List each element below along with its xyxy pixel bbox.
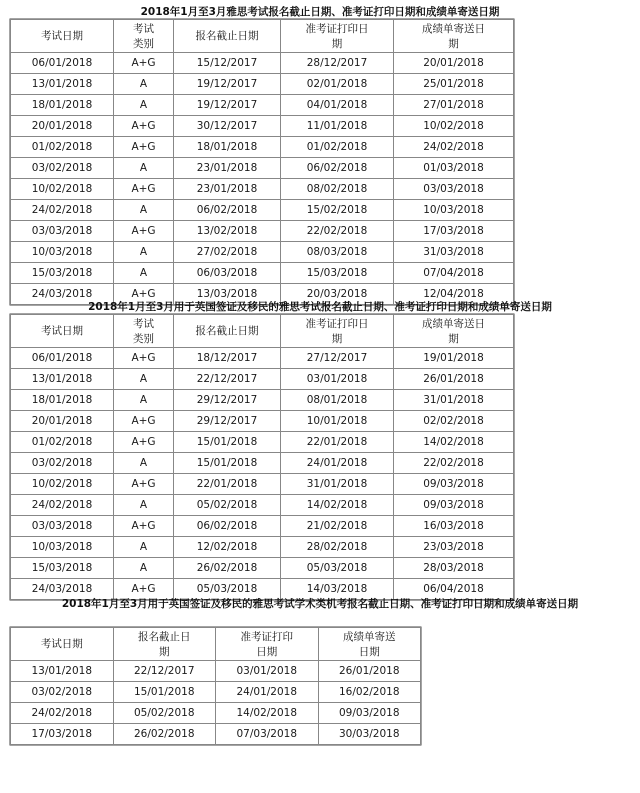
table-body (11, 53, 514, 305)
section-title-wrap (0, 295, 640, 314)
cell-admission-print-date: 02/01/2018 (281, 74, 394, 95)
table-row (11, 137, 514, 158)
cell-admission-print-date: 01/02/2018 (281, 137, 394, 158)
cell-registration-deadline: 05/02/2018 (174, 495, 281, 516)
cell-registration-deadline: 27/02/2018 (174, 242, 281, 263)
exam-schedule-table-standard (10, 19, 514, 305)
cell-exam-date: 03/02/2018 (11, 158, 114, 179)
header-row (11, 628, 421, 661)
column-header-admission-print-date (281, 315, 394, 348)
cell-exam-date: 06/01/2018 (11, 53, 114, 74)
cell-admission-print-date: 24/01/2018 (216, 682, 319, 703)
cell-result-mailing-date: 07/04/2018 (394, 263, 514, 284)
cell-registration-deadline: 29/12/2017 (174, 411, 281, 432)
cell-exam-type: A+G (114, 284, 174, 305)
cell-registration-deadline: 26/02/2018 (174, 558, 281, 579)
cell-registration-deadline: 22/12/2017 (174, 369, 281, 390)
cell-exam-type: A (114, 263, 174, 284)
cell-result-mailing-date: 06/04/2018 (394, 579, 514, 600)
cell-admission-print-date: 04/01/2018 (281, 95, 394, 116)
schedule-section-standard (0, 0, 640, 305)
header-line-1: 报名截止日期 (195, 325, 259, 337)
cell-result-mailing-date: 24/02/2018 (394, 137, 514, 158)
cell-exam-date: 03/02/2018 (11, 453, 114, 474)
cell-admission-print-date: 31/01/2018 (281, 474, 394, 495)
cell-registration-deadline: 15/01/2018 (174, 432, 281, 453)
cell-result-mailing-date: 09/03/2018 (394, 474, 514, 495)
cell-exam-type: A (114, 369, 174, 390)
table-row (11, 53, 514, 74)
cell-exam-type: A+G (114, 116, 174, 137)
cell-exam-type: A+G (114, 411, 174, 432)
cell-admission-print-date: 08/02/2018 (281, 179, 394, 200)
table-row (11, 116, 514, 137)
cell-result-mailing-date: 10/03/2018 (394, 200, 514, 221)
cell-exam-date: 03/03/2018 (11, 516, 114, 537)
cell-admission-print-date: 11/01/2018 (281, 116, 394, 137)
cell-exam-date: 24/03/2018 (11, 284, 114, 305)
cell-admission-print-date: 21/02/2018 (281, 516, 394, 537)
cell-exam-date: 13/01/2018 (11, 661, 114, 682)
table-row (11, 95, 514, 116)
column-header-admission-print-date (216, 628, 319, 661)
column-header-admission-print-date (281, 20, 394, 53)
table-header (11, 628, 421, 661)
column-header-result-mailing-date (318, 628, 421, 661)
header-line-2: 期 (331, 332, 343, 345)
cell-admission-print-date: 22/01/2018 (281, 432, 394, 453)
cell-registration-deadline: 19/12/2017 (174, 95, 281, 116)
table-row (11, 390, 514, 411)
cell-admission-print-date: 08/03/2018 (281, 242, 394, 263)
section-title-wrap (0, 0, 640, 19)
header-line-2: 期 (448, 37, 459, 50)
cell-admission-print-date: 28/02/2018 (281, 537, 394, 558)
header-line-2: 类别 (133, 332, 154, 345)
cell-exam-type: A (114, 537, 174, 558)
cell-registration-deadline: 12/02/2018 (174, 537, 281, 558)
cell-result-mailing-date: 01/03/2018 (394, 158, 514, 179)
cell-admission-print-date: 05/03/2018 (281, 558, 394, 579)
table-row (11, 263, 514, 284)
cell-registration-deadline: 15/01/2018 (174, 453, 281, 474)
table-row (11, 453, 514, 474)
header-line-1: 准考证打印 (240, 630, 293, 643)
cell-exam-type: A (114, 74, 174, 95)
column-header-registration-deadline (174, 315, 281, 348)
cell-registration-deadline: 06/02/2018 (174, 200, 281, 221)
cell-result-mailing-date: 31/01/2018 (394, 390, 514, 411)
cell-exam-type: A (114, 390, 174, 411)
cell-exam-date: 20/01/2018 (11, 116, 114, 137)
header-line-1: 报名截止日 (138, 630, 191, 643)
cell-exam-type: A+G (114, 579, 174, 600)
cell-exam-type: A+G (114, 432, 174, 453)
cell-admission-print-date: 15/03/2018 (281, 263, 394, 284)
cell-registration-deadline: 05/03/2018 (174, 579, 281, 600)
cell-exam-date: 24/02/2018 (11, 495, 114, 516)
cell-exam-date: 06/01/2018 (11, 348, 114, 369)
section-title: 2018年1月至3月用于英国签证及移民的雅思考试学术类机考报名截止日期、准考证打印日期和成绩单寄送日期 (61, 598, 579, 610)
section-title: 2018年1月至3月雅思考试报名截止日期、准考证打印日期和成绩单寄送日期 (140, 6, 500, 18)
table-header (11, 20, 514, 53)
cell-registration-deadline: 29/12/2017 (174, 390, 281, 411)
title-table-gap (0, 611, 640, 627)
cell-result-mailing-date: 14/02/2018 (394, 432, 514, 453)
cell-admission-print-date: 27/12/2017 (281, 348, 394, 369)
cell-registration-deadline: 05/02/2018 (113, 703, 216, 724)
cell-exam-type: A+G (114, 179, 174, 200)
table-row (11, 516, 514, 537)
cell-registration-deadline: 19/12/2017 (174, 74, 281, 95)
cell-registration-deadline: 23/01/2018 (174, 158, 281, 179)
cell-exam-date: 10/02/2018 (11, 179, 114, 200)
cell-result-mailing-date: 02/02/2018 (394, 411, 514, 432)
cell-exam-type: A+G (114, 137, 174, 158)
cell-exam-date: 15/03/2018 (11, 558, 114, 579)
exam-schedule-table-ukvi-cbt (10, 627, 421, 745)
header-line-1: 考试日期 (41, 325, 83, 337)
table-row (11, 474, 514, 495)
header-line-1: 考试 (133, 317, 154, 330)
cell-result-mailing-date: 19/01/2018 (394, 348, 514, 369)
cell-exam-date: 18/01/2018 (11, 390, 114, 411)
cell-exam-type: A (114, 558, 174, 579)
table-body (11, 348, 514, 600)
cell-result-mailing-date: 16/02/2018 (318, 682, 421, 703)
header-line-1: 考试 (133, 22, 154, 35)
cell-exam-date: 20/01/2018 (11, 411, 114, 432)
cell-registration-deadline: 18/12/2017 (174, 348, 281, 369)
header-row (11, 315, 514, 348)
column-header-exam-date (11, 315, 114, 348)
cell-exam-type: A (114, 242, 174, 263)
header-line-2: 日期 (358, 645, 380, 658)
cell-admission-print-date: 03/01/2018 (216, 661, 319, 682)
column-header-exam-type (114, 20, 174, 53)
header-line-2: 日期 (256, 645, 278, 658)
cell-result-mailing-date: 03/03/2018 (394, 179, 514, 200)
table-row (11, 74, 514, 95)
cell-exam-date: 10/02/2018 (11, 474, 114, 495)
table-row (11, 221, 514, 242)
table-row (11, 179, 514, 200)
cell-exam-date: 18/01/2018 (11, 95, 114, 116)
cell-admission-print-date: 06/02/2018 (281, 158, 394, 179)
cell-admission-print-date: 08/01/2018 (281, 390, 394, 411)
table-row (11, 724, 421, 745)
cell-admission-print-date: 14/02/2018 (281, 495, 394, 516)
header-line-2: 期 (159, 645, 170, 658)
table-row (11, 558, 514, 579)
cell-registration-deadline: 26/02/2018 (113, 724, 216, 745)
cell-admission-print-date: 07/03/2018 (216, 724, 319, 745)
cell-admission-print-date: 15/02/2018 (281, 200, 394, 221)
table-row (11, 200, 514, 221)
cell-result-mailing-date: 22/02/2018 (394, 453, 514, 474)
cell-exam-date: 01/02/2018 (11, 432, 114, 453)
cell-registration-deadline: 23/01/2018 (174, 179, 281, 200)
cell-registration-deadline: 18/01/2018 (174, 137, 281, 158)
cell-result-mailing-date: 25/01/2018 (394, 74, 514, 95)
cell-exam-date: 24/03/2018 (11, 579, 114, 600)
cell-result-mailing-date: 10/02/2018 (394, 116, 514, 137)
column-header-exam-date (11, 628, 114, 661)
cell-exam-date: 10/03/2018 (11, 537, 114, 558)
cell-registration-deadline: 15/01/2018 (113, 682, 216, 703)
table-row (11, 682, 421, 703)
cell-exam-date: 17/03/2018 (11, 724, 114, 745)
header-line-1: 成绩单寄送 (343, 630, 396, 643)
cell-exam-type: A (114, 158, 174, 179)
column-header-result-mailing-date (394, 20, 514, 53)
header-line-2: 期 (331, 37, 343, 50)
header-row (11, 20, 514, 53)
table-row (11, 242, 514, 263)
cell-exam-date: 10/03/2018 (11, 242, 114, 263)
cell-exam-type: A (114, 95, 174, 116)
cell-result-mailing-date: 20/01/2018 (394, 53, 514, 74)
cell-result-mailing-date: 27/01/2018 (394, 95, 514, 116)
header-line-2: 期 (448, 332, 459, 345)
cell-admission-print-date: 14/02/2018 (216, 703, 319, 724)
cell-admission-print-date: 14/03/2018 (281, 579, 394, 600)
header-line-1: 考试日期 (41, 30, 83, 42)
cell-result-mailing-date: 23/03/2018 (394, 537, 514, 558)
cell-exam-type: A (114, 453, 174, 474)
cell-result-mailing-date: 26/01/2018 (394, 369, 514, 390)
table-row (11, 158, 514, 179)
cell-exam-date: 03/03/2018 (11, 221, 114, 242)
table-row (11, 432, 514, 453)
cell-result-mailing-date: 09/03/2018 (318, 703, 421, 724)
cell-result-mailing-date: 26/01/2018 (318, 661, 421, 682)
cell-exam-type: A+G (114, 474, 174, 495)
table-row (11, 661, 421, 682)
cell-exam-type: A+G (114, 516, 174, 537)
cell-admission-print-date: 24/01/2018 (281, 453, 394, 474)
table-row (11, 703, 421, 724)
cell-registration-deadline: 13/02/2018 (174, 221, 281, 242)
cell-result-mailing-date: 09/03/2018 (394, 495, 514, 516)
cell-exam-type: A+G (114, 53, 174, 74)
header-line-1: 考试日期 (40, 638, 83, 650)
cell-result-mailing-date: 16/03/2018 (394, 516, 514, 537)
cell-admission-print-date: 03/01/2018 (281, 369, 394, 390)
cell-exam-date: 24/02/2018 (11, 703, 114, 724)
cell-result-mailing-date: 30/03/2018 (318, 724, 421, 745)
cell-exam-type: A+G (114, 348, 174, 369)
cell-registration-deadline: 06/03/2018 (174, 263, 281, 284)
schedule-section-ukvi-cbt (0, 592, 640, 745)
table-header (11, 315, 514, 348)
column-header-registration-deadline (113, 628, 216, 661)
cell-exam-date: 13/01/2018 (11, 369, 114, 390)
cell-exam-date: 15/03/2018 (11, 263, 114, 284)
header-line-1: 成绩单寄送日 (422, 22, 485, 35)
cell-exam-type: A (114, 495, 174, 516)
table-row (11, 537, 514, 558)
header-line-1: 报名截止日期 (195, 30, 259, 42)
cell-exam-date: 01/02/2018 (11, 137, 114, 158)
schedule-section-ukvi (0, 295, 640, 600)
table-row (11, 411, 514, 432)
cell-exam-type: A (114, 200, 174, 221)
table-body (11, 661, 421, 745)
column-header-registration-deadline (174, 20, 281, 53)
section-title: 2018年1月至3月用于英国签证及移民的雅思考试报名截止日期、准考证打印日期和成绩单寄送日期 (88, 301, 552, 313)
cell-exam-date: 24/02/2018 (11, 200, 114, 221)
header-line-1: 准考证打印日 (305, 22, 369, 35)
cell-exam-type: A+G (114, 221, 174, 242)
cell-registration-deadline: 30/12/2017 (174, 116, 281, 137)
cell-result-mailing-date: 17/03/2018 (394, 221, 514, 242)
table-row (11, 369, 514, 390)
table-row (11, 348, 514, 369)
cell-admission-print-date: 10/01/2018 (281, 411, 394, 432)
cell-registration-deadline: 06/02/2018 (174, 516, 281, 537)
header-line-1: 成绩单寄送日 (422, 317, 485, 330)
cell-registration-deadline: 22/01/2018 (174, 474, 281, 495)
column-header-exam-type (114, 315, 174, 348)
cell-result-mailing-date: 31/03/2018 (394, 242, 514, 263)
header-line-2: 类别 (133, 37, 154, 50)
cell-admission-print-date: 20/03/2018 (281, 284, 394, 305)
cell-result-mailing-date: 12/04/2018 (394, 284, 514, 305)
cell-registration-deadline: 13/03/2018 (174, 284, 281, 305)
cell-result-mailing-date: 28/03/2018 (394, 558, 514, 579)
cell-admission-print-date: 22/02/2018 (281, 221, 394, 242)
exam-schedule-table-ukvi (10, 314, 514, 600)
section-title-wrap (0, 592, 640, 611)
column-header-exam-date (11, 20, 114, 53)
cell-registration-deadline: 15/12/2017 (174, 53, 281, 74)
cell-exam-date: 13/01/2018 (11, 74, 114, 95)
header-line-1: 准考证打印日 (305, 317, 369, 330)
cell-exam-date: 03/02/2018 (11, 682, 114, 703)
cell-registration-deadline: 22/12/2017 (113, 661, 216, 682)
column-header-result-mailing-date (394, 315, 514, 348)
cell-admission-print-date: 28/12/2017 (281, 53, 394, 74)
table-row (11, 495, 514, 516)
